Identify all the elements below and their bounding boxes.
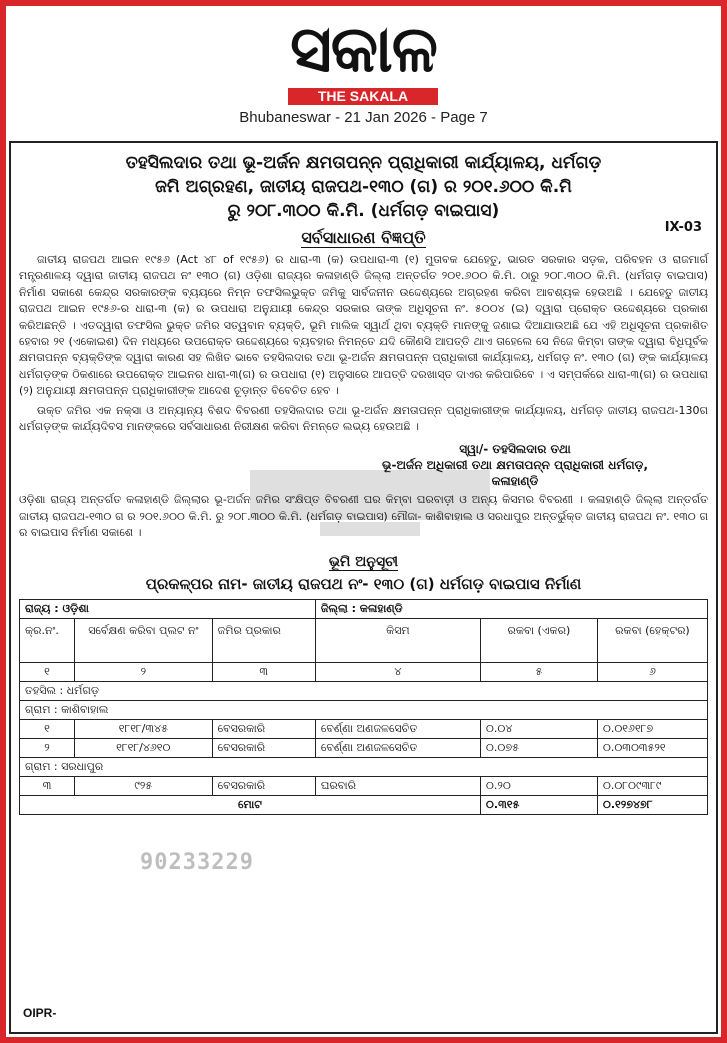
table-row xyxy=(20,738,708,757)
notice-heading-3: ରୁ ୨୦୮.୩୦୦ କି.ମି. (ଧର୍ମଗଡ଼ ବାଇପାସ) xyxy=(227,201,500,221)
col-header-kisam: କିସମ xyxy=(315,618,480,662)
cell-acre: ୦.୦୪ xyxy=(480,719,597,738)
col-number: ୨ xyxy=(75,662,213,681)
cell-plot: ୧୮୧୮/୩୪୫ xyxy=(75,719,213,738)
cell-plot: ୯୨୫ xyxy=(75,776,213,795)
masthead xyxy=(0,6,727,134)
cell-type: ବେସରକାରି xyxy=(212,719,315,738)
total-hectare: ୦.୧୨୭୪୭୮ xyxy=(597,795,707,814)
col-header-sl: କ୍ର.ନଂ. xyxy=(20,618,75,662)
project-name: ପ୍ରକଳ୍ପର ନାମ- ଜାତୀୟ ରାଜପଥ ନଂ- ୧୩୦ (ଗ) ଧର୍ମଗଡ଼ ବାଇପାସ ନିର୍ମାଣ xyxy=(145,574,582,593)
col-number: ୫ xyxy=(480,662,597,681)
signature-line-3: କଳାହାଣ୍ଡି xyxy=(491,474,539,489)
cell-kisam: ଘରବାରି xyxy=(315,776,480,795)
col-header-acre: ରକବା (ଏକର) xyxy=(480,618,597,662)
notice-paragraph-2: ଉକ୍ତ ଜମିର ଏକ ନକ୍ସା ଓ ଅନ୍ୟାନ୍ୟ ବିଶଦ ବିବରଣୀ ତହସିଲଦାର ତଥା ଭୂ-ଅର୍ଜନ କ୍ଷମତାପନ୍ନ ପ୍ରାଧିକାରୀଙ୍କ କାର୍ଯ୍ୟାଳୟ, ଧର୍ମଗଡ଼ ଜାତୀୟ ରାଜପଥ-130ଗ ଧର୍ମଗଡ଼ଙ୍କ କାର୍ଯ୍ୟଦିବସ ମାନଙ୍କରେ ସର୍ବସାଧାରଣ ନିରୀକ୍ଷଣ କରିବା ନିମନ୍ତେ ଲଭ୍ୟ ହେଉଅଛି । xyxy=(19,403,708,434)
cell-acre: ୦.୨୦ xyxy=(480,776,597,795)
newspaper-logo: ସକାଳ xyxy=(290,13,437,87)
table-number-row xyxy=(20,662,708,681)
notice-paragraph-3: ଓଡ଼ିଶା ରାଜ୍ୟ ଅନ୍ତର୍ଗତ କଳାହାଣ୍ଡି ଜିଲ୍ଲାର ଭୂ-ଅର୍ଜନ ଜମିର ସଂକ୍ଷିପ୍ତ ବିବରଣୀ ଘର କିମ୍ବା ଘରବାଡ଼ୀ ଓ ଅନ୍ୟ କିସମର ବିବରଣୀ । କଳାହାଣ୍ଡି ଜିଲ୍ଲା ଅନ୍ତର୍ଗତ ଜାତୀୟ ରାଜପଥ-୧୩୦ ଗ ର ୨୦୧.୬୦୦ କି.ମି. ରୁ ୨୦୮.୩୦୦ କି.ମି. (ଧର୍ମଗଡ଼ ବାଇପାସ) ମୌଜା- କାଶିବାହାଲ ଓ ସରଧାପୁର ଅନ୍ତର୍ଭୁକ୍ତ ଜାତୀୟ ରାଜପଥ ନଂ. ୧୩୦ ଗ ର ବାଇପାସ ନିର୍ମାଣ ସକାଶେ । xyxy=(19,493,708,540)
col-number: ୧ xyxy=(20,662,75,681)
col-header-type: ଜମିର ପ୍ରକାର xyxy=(212,618,315,662)
signature-lines xyxy=(382,441,648,489)
table-row xyxy=(20,681,708,700)
footer-code: OIPR- xyxy=(23,1006,57,1020)
schedule-title-text: ଭୂମି ଅନୁସୂଚୀ xyxy=(328,553,399,570)
cell-type: ବେସରକାରି xyxy=(212,738,315,757)
cell-type: ବେସରକାରି xyxy=(212,776,315,795)
col-header-hectare: ରକବା (ହେକ୍ଟର) xyxy=(597,618,707,662)
cell-kisam: ବେର୍ଣ୍ଣା ଅଣଜଳସେଚିତ xyxy=(315,719,480,738)
subheading-text: ସର୍ବସାଧାରଣ ବିଜ୍ଞପ୍ତି xyxy=(301,228,426,247)
notice-reference: IX-03 xyxy=(664,220,702,235)
total-acre: ୦.୩୧୫ xyxy=(480,795,597,814)
notice-heading-1: ତହସିଲଦାର ତଥା ଭୂ-ଅର୍ଜନ କ୍ଷମତାପନ୍ନ ପ୍ରାଧିକାରୀ କାର୍ଯ୍ୟାଳୟ, ଧର୍ମଗଡ଼ xyxy=(125,153,602,173)
cell-hectare: ୦.୦୩୦୩୫୨୧ xyxy=(597,738,707,757)
col-header-plot: ସର୍ବେକ୍ଷଣ କରିବା ପ୍ଲଟ ନଂ xyxy=(75,618,213,662)
stamp-number: 90233229 xyxy=(140,850,254,875)
cell-sl: ୩ xyxy=(20,776,75,795)
village-cell: ଗ୍ରାମ : ସରଧାପୁର xyxy=(20,757,708,776)
cell-acre: ୦.୦୭୫ xyxy=(480,738,597,757)
signature-line-2: ଭୂ-ଅର୍ଜନ ଅଧିକାରୀ ତଥା କ୍ଷମତାପନ୍ନ ପ୍ରାଧିକାରୀ ଧର୍ମଗଡ଼, xyxy=(382,458,648,473)
district-cell: ଜିଲ୍ଲା : କଳାହାଣ୍ଡି xyxy=(315,599,707,618)
cell-hectare: ୦.୦୮୦୯୩୮୯ xyxy=(597,776,707,795)
schedule-title xyxy=(19,552,708,572)
notice-heading-2: ଜମି ଅଗ୍ରହଣ, ଜାତୀୟ ରାଜପଥ-୧୩୦ (ଗ) ର ୨୦୧.୬୦୦ କି.ମି xyxy=(155,177,572,197)
notice-paragraph-1: ଜାତୀୟ ରାଜପଥ ଆଇନ ୧୯୫୬ (Act ୪୮ of ୧୯୫୬) ର ଧାରା-୩ (କ) ଉପଧାରା-୩ (୧) ମୁତାବକ ଯେହେତୁ, ଭାରତ ସରକାର ସଡ଼କ, ପରିବହନ ଓ ରାଜମାର୍ଗ ମନ୍ତ୍ରଣାଳୟ ଦ୍ୱାରା ଜାତୀୟ ରାଜପଥ ନଂ ୧୩୦ (ଗ) ଓଡ଼ିଶା ରାଜ୍ୟର କଳାହାଣ୍ଡି ଜିଲ୍ଲା ଅନ୍ତର୍ଗତ ୨୦୧.୬୦୦ କି.ମି. ଠାରୁ ୨୦୮.୩୦୦ କି.ମି. (ଧର୍ମଗଡ଼ ବାଇପାସ) ନିର୍ମାଣ ସକାଶେ କେନ୍ଦ୍ର ସରକାରଙ୍କ ବ୍ୟୟରେ ନିମ୍ନ ତଫସିଲଭୁକ୍ତ ଜମିକୁ ସାର୍ବଜନୀନ ଉଦ୍ଦେଶ୍ୟରେ ଅଗ୍ରହଣ କରିବା ଆବଶ୍ୟକ ହେଉଅଛି । ଯେହେତୁ ଜାତୀୟ ରାଜପଥ ଆଇନ ୧୯୫୬-ର ଧାରା-୩ (କ) ର ଉପଧାରା ଅନୁଯାୟୀ କେନ୍ଦ୍ର ସରକାର ତାଙ୍କ ଅଧିସୂଚନା ନଂ. ୫୦୦୪ (ଇ) ଦ୍ୱାରା ପ୍ରୋକ୍ତ ଉଦ୍ଦେଶ୍ୟରେ ପ୍ରକାଶ କରିଅଛନ୍ତି । ଏତଦ୍ୱାରା ତଫସିଲ ଭୁକ୍ତ ଜମିର ସତ୍ୱବାନ ବ୍ୟକ୍ତି, ଭୂମି ମାଲିକ ସ୍ୱାର୍ଥ ଥିବା ବ୍ୟକ୍ତି ମାନଙ୍କୁ ଜଣାଇ ଦିଆଯାଉଅଛି ଯେ ଏହି ଅଧିସୂଚନା ପ୍ରକାଶିତ ହେବାର ୨୧ (ଏକୋଇଶ) ଦିନ ମଧ୍ୟରେ ଉପରୋକ୍ତ ଉଦ୍ଦେଶ୍ୟରେ ବ୍ୟବହାର ନିମନ୍ତେ ଯଦି କୌଣସି ଆପତ୍ତି ଥାଏ ତାହେଲେ ସେ ନିଜେ କିମ୍ବା ତାଙ୍କ ଦ୍ୱାରା ବିଧିପୂର୍ବକ କ୍ଷମତାପନ୍ନ ବ୍ୟକ୍ତିଙ୍କ ଦ୍ୱାରା କାରଣ ସହ ଲିଖିତ ଭାବେ ତହସିଲଦାର ତଥା ଭୂ-ଅର୍ଜନ କ୍ଷମତାପନ୍ନ ପ୍ରାଧିକାରୀ କାର୍ଯ୍ୟାଳୟ, ଧର୍ମଗଡ଼ ନଂ. ୧୩୦ (ଗ) ଙ୍କ କାର୍ଯ୍ୟାଳୟ ଧର୍ମଗଡ଼ଙ୍କ ଠିକଣାରେ ଉପରୋକ୍ତ ଆଇନର ଧାରା-୩(ଗ) ର ଉପଧାରା (୧) ଅନୁସାରେ ଆପତ୍ତି ଦରଖାସ୍ତ ଦାଏର କରିପାରିବେ । ଏ ସମ୍ପର୍କରେ ଧାରା-୩(ଗ) ର ଉପଧାରା (୨) ଅନୁଯାୟୀ କ୍ଷମତାପନ୍ନ ପ୍ରାଧିକାରୀଙ୍କ ଆଦେଶ ଚୂଡ଼ାନ୍ତ ବିବେଚିତ ହେବ । xyxy=(19,253,708,398)
dateline: Bhubaneswar - 21 Jan 2026 - Page 7 xyxy=(239,109,488,126)
table-row xyxy=(20,719,708,738)
table-total-row xyxy=(20,795,708,814)
logo-band: THE SAKALA xyxy=(288,88,438,105)
cell-hectare: ୦.୦୧୬୧୮୭ xyxy=(597,719,707,738)
table-row xyxy=(20,599,708,618)
col-number: ୬ xyxy=(597,662,707,681)
cell-kisam: ବେର୍ଣ୍ଣା ଅଣଜଳସେଚିତ xyxy=(315,738,480,757)
table-header-row xyxy=(20,618,708,662)
signature-block xyxy=(19,441,708,489)
cell-plot: ୧୮୧୮/୪୬୧୦ xyxy=(75,738,213,757)
cell-sl: ୧ xyxy=(20,719,75,738)
signature-line-1: ସ୍ୱା/- ତହସିଲଦାର ତଥା xyxy=(459,442,571,457)
table-row xyxy=(20,776,708,795)
public-notice xyxy=(9,141,718,1034)
land-schedule-table xyxy=(19,599,708,815)
notice-subheading xyxy=(19,227,708,249)
total-label: ମୋଟ xyxy=(20,795,481,814)
col-number: ୪ xyxy=(315,662,480,681)
table-row xyxy=(20,757,708,776)
tahasil-cell: ତହସିଲ : ଧର୍ମଗଡ଼ xyxy=(20,681,708,700)
state-cell: ରାଜ୍ୟ : ଓଡ଼ିଶା xyxy=(20,599,316,618)
table-row xyxy=(20,700,708,719)
village-cell: ଗ୍ରାମ : କାଶିବାହାଲ xyxy=(20,700,708,719)
col-number: ୩ xyxy=(212,662,315,681)
cell-sl: ୨ xyxy=(20,738,75,757)
